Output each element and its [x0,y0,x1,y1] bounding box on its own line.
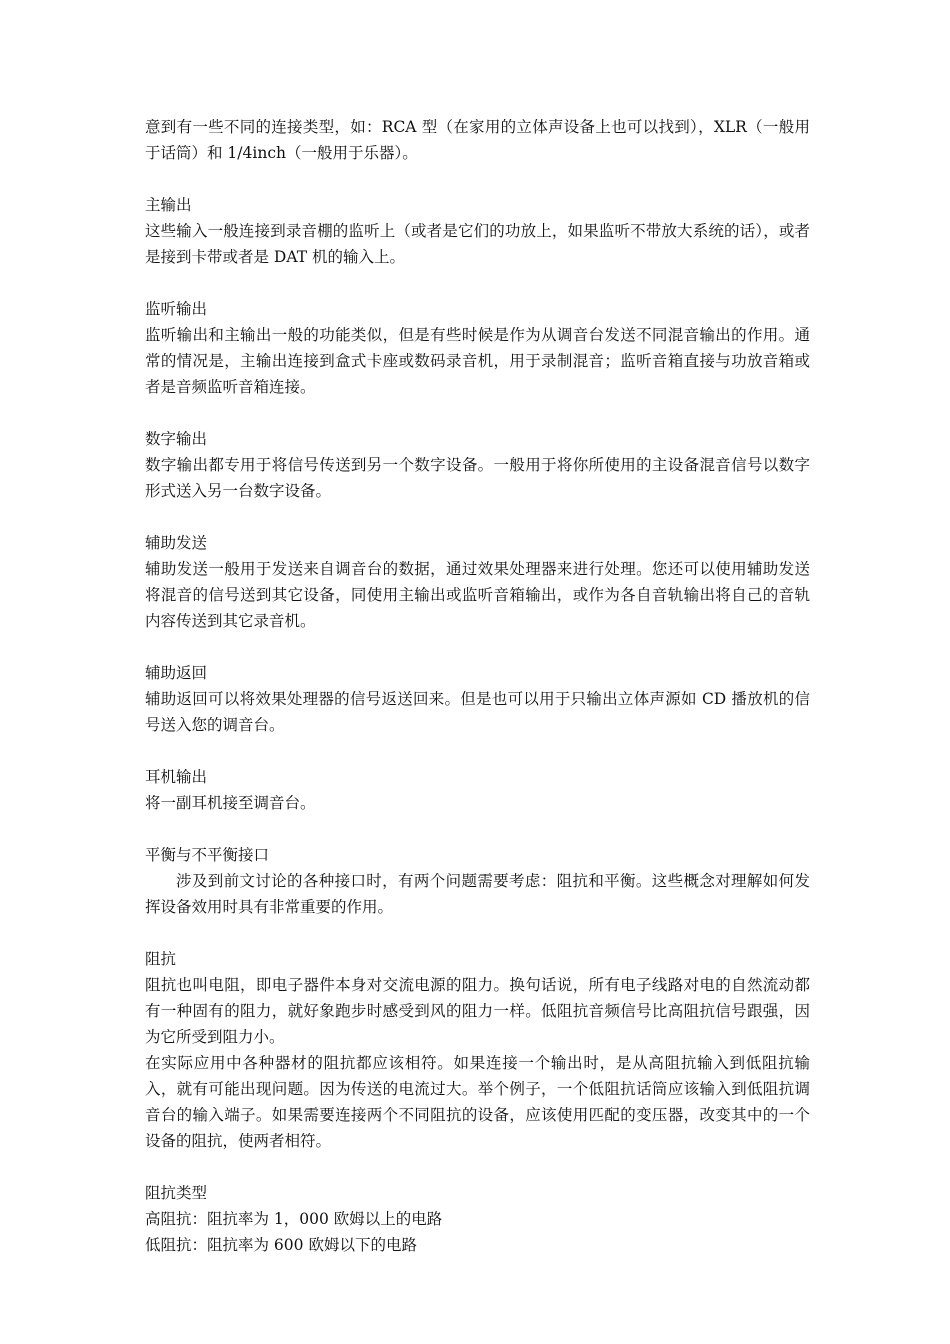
section-heading: 阻抗类型 [145,1184,208,1202]
section-digital-output [145,426,810,504]
section-paragraph: 涉及到前文讨论的各种接口时，有两个问题需要考虑：阻抗和平衡。这些概念对理解如何发挥设备效用时具有非常重要的作用。 [145,872,810,916]
section-heading: 主输出 [145,196,192,214]
section-paragraph: 辅助发送一般用于发送来自调音台的数据，通过效果处理器来进行处理。您还可以使用辅助发送将混音的信号送到其它设备，同使用主输出或监听音箱输出，或作为各自音轨输出将自己的音轨内容传送到其它录音机。 [145,560,810,630]
section-heading: 耳机输出 [145,768,208,786]
document-body [145,114,810,1258]
section-paragraph: 监听输出和主输出一般的功能类似，但是有些时候是作为从调音台发送不同混音输出的作用。通常的情况是，主输出连接到盒式卡座或数码录音机，用于录制混音；监听音箱直接与功放音箱或者是音频监听音箱连接。 [145,326,810,396]
section-heading: 阻抗 [145,950,177,968]
section-heading: 辅助发送 [145,534,208,552]
section-paragraph: 辅助返回可以将效果处理器的信号返送回来。但是也可以用于只输出立体声源如 CD 播放机的信号送入您的调音台。 [145,690,810,734]
section-paragraph: 将一副耳机接至调音台。 [145,794,316,812]
section-paragraph: 这些输入一般连接到录音棚的监听上（或者是它们的功放上，如果监听不带放大系统的话），或者是接到卡带或者是 DAT 机的输入上。 [145,222,810,266]
section-heading: 数字输出 [145,430,208,448]
section-aux-return [145,660,810,738]
section-balanced-unbalanced [145,842,810,920]
section-heading: 监听输出 [145,300,208,318]
section-aux-send [145,530,810,634]
section-heading: 辅助返回 [145,664,208,682]
section-heading: 平衡与不平衡接口 [145,846,270,864]
low-impedance-line: 低阻抗：阻抗率为 600 欧姆以下的电路 [145,1236,417,1254]
section-impedance [145,946,810,1154]
section-monitor-output [145,296,810,400]
section-main-output [145,192,810,270]
section-headphone-output [145,764,810,816]
section-paragraph: 阻抗也叫电阻，即电子器件本身对交流电源的阻力。换句话说，所有电子线路对电的自然流动都有一种固有的阻力，就好象跑步时感受到风的阻力一样。低阻抗音频信号比高阻抗信号跟强，因为它所受到阻力小。 [145,976,810,1046]
section-paragraph: 在实际应用中各种器材的阻抗都应该相符。如果连接一个输出时，是从高阻抗输入到低阻抗输入，就有可能出现问题。因为传送的电流过大。举个例子，一个低阻抗话筒应该输入到低阻抗调音台的输入端子。如果需要连接两个不同阻抗的设备，应该使用匹配的变压器，改变其中的一个设备的阻抗，使两者相符。 [145,1054,810,1150]
intro-paragraph: 意到有一些不同的连接类型，如：RCA 型（在家用的立体声设备上也可以找到），XLR（一般用于话筒）和 1/4inch（一般用于乐器）。 [145,118,810,162]
high-impedance-line: 高阻抗：阻抗率为 1，000 欧姆以上的电路 [145,1210,443,1228]
section-paragraph: 数字输出都专用于将信号传送到另一个数字设备。一般用于将你所使用的主设备混音信号以数字形式送入另一台数字设备。 [145,456,810,500]
section-impedance-types [145,1180,810,1258]
